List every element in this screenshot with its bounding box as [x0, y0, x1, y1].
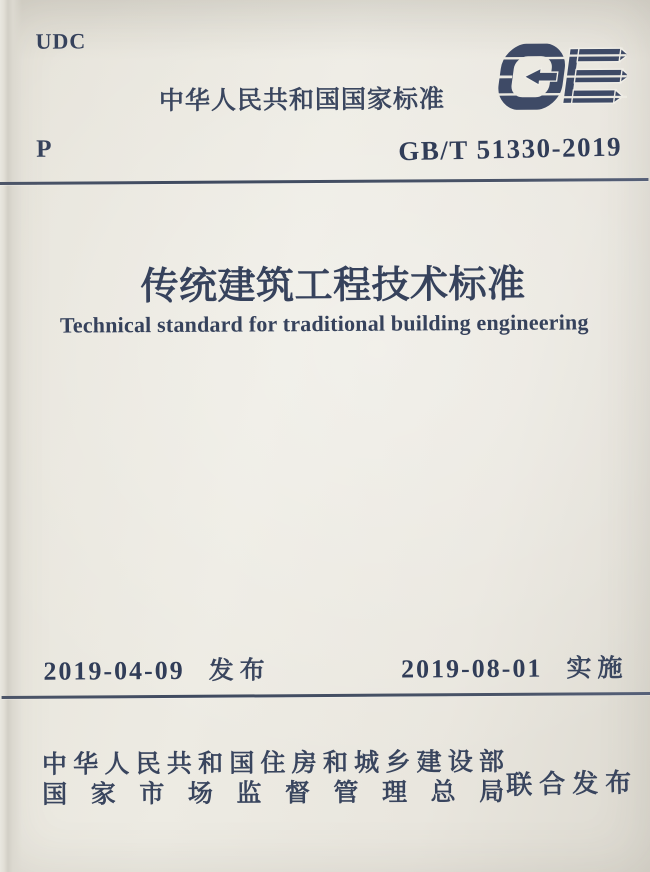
joint-issue-label: 联合发布 [505, 767, 639, 800]
issue-date-group [43, 650, 271, 687]
top-divider-rule [0, 178, 648, 184]
implementation-date-group [401, 648, 629, 685]
issue-label: 发布 [208, 656, 271, 685]
publisher-line-2: 国家市场监督管理总局 [42, 777, 505, 809]
title-chinese: 传统建筑工程技术标准 [140, 263, 526, 309]
udc-label: UDC [35, 28, 87, 54]
standard-number: GB/T 51330-2019 [398, 131, 623, 167]
classification-label: P [36, 135, 52, 163]
dates-row [1, 648, 650, 686]
gb-logo-icon [495, 43, 627, 110]
publishers-block [2, 746, 650, 820]
publisher-line-1: 中华人民共和国住房和城乡建设部 [41, 747, 505, 779]
title-english: Technical standard for traditional building engineering [59, 309, 589, 338]
issue-date: 2019-04-09 [43, 655, 185, 686]
implementation-date: 2019-08-01 [400, 653, 543, 684]
national-standard-heading: 中华人民共和国国家标准 [158, 85, 446, 116]
implementation-label: 实施 [566, 654, 629, 683]
bottom-divider-rule [2, 692, 650, 698]
publisher-names [42, 747, 504, 810]
